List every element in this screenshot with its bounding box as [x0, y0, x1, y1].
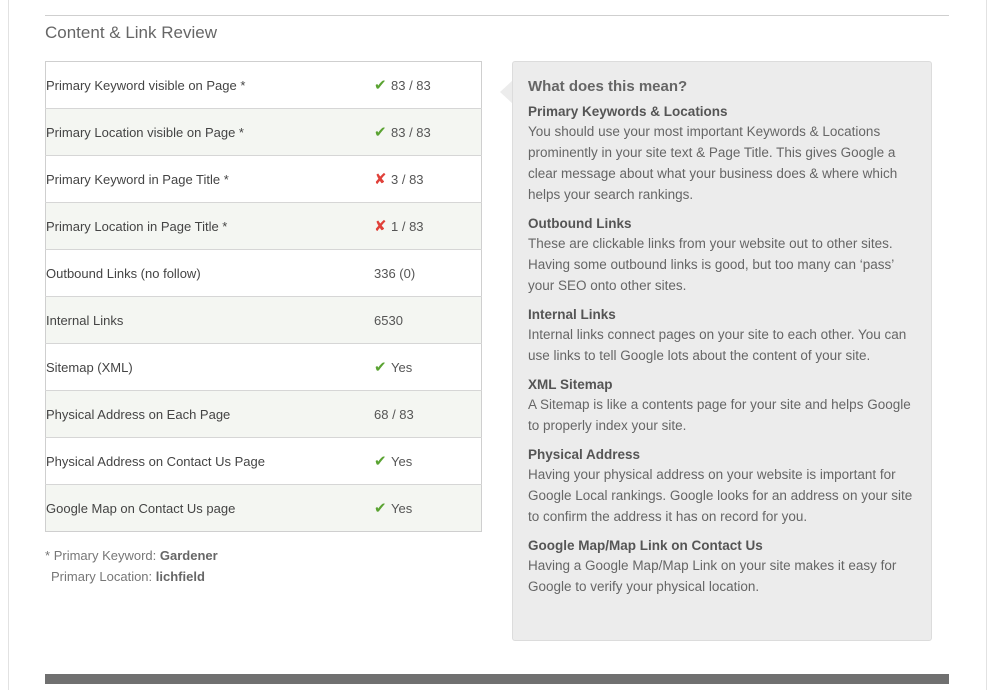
explanation-item: [528, 214, 916, 296]
explanation-title: Primary Keywords & Locations: [528, 104, 728, 119]
explanation-item: [528, 102, 916, 205]
row-value-cell: [374, 203, 482, 250]
row-value-cell: [374, 156, 482, 203]
row-label: Physical Address on Contact Us Page: [46, 438, 375, 485]
cross-icon: ✘: [374, 218, 387, 235]
table-row: [46, 344, 482, 391]
frame-right-border: [986, 0, 987, 690]
row-label: Internal Links: [46, 297, 375, 344]
table-row: [46, 250, 482, 297]
row-value: 3 / 83: [391, 172, 424, 187]
row-label: Primary Keyword visible on Page *: [46, 77, 246, 93]
row-value-cell: [374, 485, 482, 532]
cross-icon: ✘: [374, 171, 387, 188]
primary-keyword-note: [45, 545, 218, 566]
row-label: Primary Location visible on Page *: [46, 109, 375, 156]
explanation-title: Physical Address: [528, 447, 641, 462]
table-row: [46, 203, 482, 250]
table-row: [46, 156, 482, 203]
table-row: [46, 485, 482, 532]
explanation-title: Outbound Links: [528, 216, 632, 231]
check-icon: ✔: [374, 124, 387, 141]
explanation-text: These are clickable links from your website out to other sites. Having some outbound links is good, but too many can ‘pass’ your SEO onto other sites.: [528, 236, 894, 293]
explanation-item: [528, 445, 916, 527]
row-value: Yes: [391, 454, 413, 469]
table-row: [46, 62, 482, 109]
row-value-cell: [374, 344, 482, 391]
panel-heading: What does this mean?: [528, 78, 688, 95]
section-title: Content & Link Review: [45, 23, 217, 42]
explanation-item: [528, 375, 916, 436]
check-icon: ✔: [374, 453, 387, 470]
explanation-text: Having your physical address on your website is important for Google Local rankings. Google looks for an address on your site to confirm the address it has on record for you.: [528, 467, 913, 524]
table-row: [46, 391, 482, 438]
explanation-text: A Sitemap is like a contents page for your site and helps Google to properly index your site.: [528, 397, 911, 433]
explanation-panel: [512, 61, 932, 641]
explanation-title: Internal Links: [528, 307, 616, 322]
explanation-item: [528, 536, 916, 597]
top-divider: [45, 15, 949, 16]
explanation-text: Having a Google Map/Map Link on your site makes it easy for Google to verify your physical location.: [528, 558, 897, 594]
row-value: Yes: [391, 360, 413, 375]
row-value-cell: [374, 438, 482, 485]
row-label: Google Map on Contact Us page: [46, 485, 375, 532]
row-label: Physical Address on Each Page: [46, 391, 375, 438]
row-value: 1 / 83: [391, 219, 424, 234]
row-value-cell: [374, 250, 482, 297]
row-value: 6530: [374, 312, 403, 328]
explanation-text: You should use your most important Keywords & Locations prominently in your site text & Page Title. This gives Google a clear message about what your business does & where which helps your search rankings.: [528, 124, 898, 202]
row-label: Primary Location in Page Title *: [46, 203, 375, 250]
row-label: Primary Keyword in Page Title *: [46, 156, 375, 203]
primary-location-label: Primary Location:: [51, 569, 153, 584]
check-icon: ✔: [374, 500, 387, 517]
row-value: Yes: [391, 501, 413, 516]
table-row: [46, 438, 482, 485]
frame-left-border: [8, 0, 9, 690]
row-value-cell: [374, 391, 482, 438]
table-row: [46, 297, 482, 344]
primary-keyword-label: Primary Keyword:: [53, 548, 157, 563]
row-label: Sitemap (XML): [46, 344, 375, 391]
row-value-cell: [374, 62, 482, 109]
row-value: 68 / 83: [374, 406, 414, 422]
table-row: [46, 109, 482, 156]
explanation-title: Google Map/Map Link on Contact Us: [528, 538, 763, 553]
explanation-item: [528, 305, 916, 366]
bottom-divider-bar: [45, 674, 949, 684]
primary-keyword-value: Gardener: [159, 548, 218, 563]
keyword-notes: [45, 545, 218, 587]
check-icon: ✔: [374, 77, 387, 94]
row-value: 83 / 83: [391, 125, 431, 140]
row-value-cell: [374, 297, 482, 344]
review-table: [45, 61, 482, 532]
primary-location-note: [45, 566, 218, 587]
explanation-text: Internal links connect pages on your site to each other. You can use links to tell Google lots about the content of your site.: [528, 327, 907, 363]
note-asterisk: *: [45, 548, 51, 563]
row-value: 83 / 83: [391, 78, 431, 93]
row-value-cell: [374, 109, 482, 156]
row-label: Outbound Links (no follow): [46, 250, 375, 297]
row-value: 336 (0): [374, 265, 416, 281]
explanation-title: XML Sitemap: [528, 377, 613, 392]
primary-location-value: lichfield: [155, 569, 205, 584]
check-icon: ✔: [374, 359, 387, 376]
